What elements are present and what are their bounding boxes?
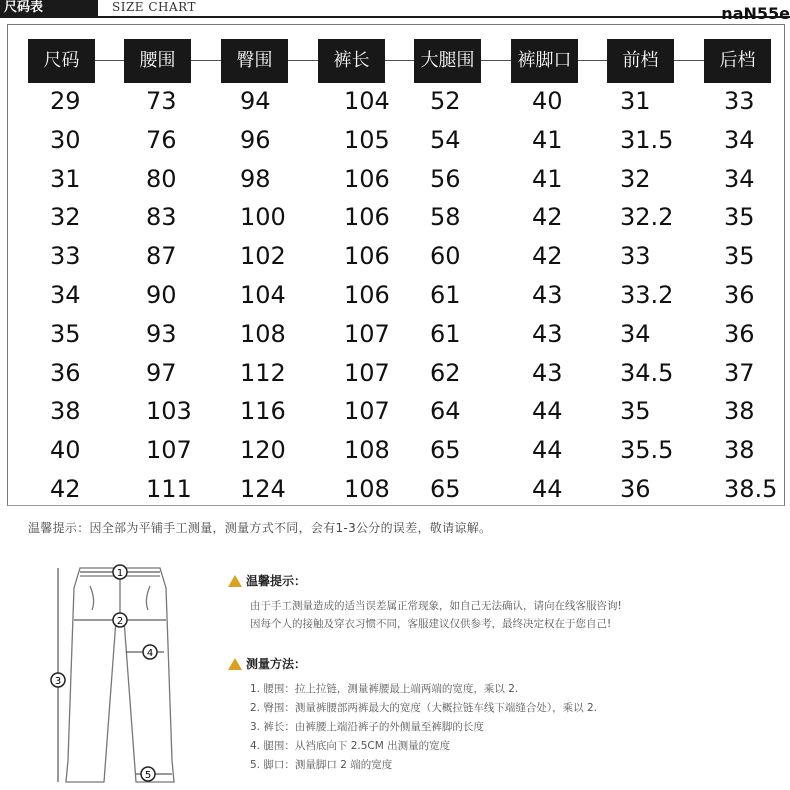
table-cell: 73 (146, 87, 177, 115)
column-header-waist: 腰围 (124, 39, 191, 83)
table-cell: 80 (146, 164, 177, 193)
table-cell: 30 (50, 125, 81, 154)
table-cell: 90 (146, 281, 177, 309)
table-cell: 35.5 (620, 436, 674, 465)
table-cell: 52 (430, 87, 461, 115)
table-cell: 36 (50, 358, 81, 387)
watermark-text: naN55e (721, 4, 790, 23)
table-cell: 35 (50, 319, 81, 348)
pants-outline-icon (66, 568, 174, 782)
table-cell: 60 (430, 242, 461, 271)
method-line-3: 3. 裤长：由裤腰上端沿裤子的外侧量至裤脚的长度 (250, 721, 484, 733)
table-cell: 34 (620, 319, 651, 348)
table-cell: 34 (724, 125, 755, 154)
table-cell: 106 (344, 242, 390, 271)
table-cell: 100 (240, 203, 286, 232)
table-cell: 38.5 (724, 475, 778, 503)
table-cell: 107 (344, 397, 390, 426)
method-line-5: 5. 脚口：测量脚口 2 端的宽度 (250, 759, 393, 771)
table-cell: 32 (620, 164, 651, 193)
table-cell: 56 (430, 164, 461, 193)
table-cell: 42 (532, 242, 563, 271)
table-cell: 32 (50, 203, 81, 232)
diagram-label-5 (141, 767, 155, 781)
measurement-tip: 温馨提示：因全部为平铺手工测量，测量方式不同，会有1-3公分的误差，敬请谅解。 (28, 521, 492, 535)
table-cell: 42 (532, 203, 563, 232)
method-line-2: 2. 臀围：测量裤腰部两裤最大的宽度（大概拉链车线下端缝合处），乘以 2. (250, 702, 597, 714)
size-chart-tab: 尺码表 (0, 0, 98, 18)
table-cell: 104 (240, 281, 286, 309)
table-cell: 31.5 (620, 125, 674, 154)
table-cell: 34 (724, 164, 755, 193)
diagram-label-1 (113, 565, 127, 579)
table-cell: 37 (724, 358, 755, 387)
diagram-label-5-text: 5 (144, 770, 152, 781)
table-cell: 120 (240, 436, 286, 465)
table-cell: 41 (532, 164, 563, 193)
column-header-back-rise: 后档 (704, 39, 771, 83)
table-cell: 33 (50, 242, 81, 271)
table-cell: 107 (146, 436, 192, 465)
measurement-notes (228, 572, 788, 775)
column-header-thigh: 大腿围 (414, 39, 481, 83)
table-cell: 43 (532, 319, 563, 348)
table-cell: 33 (724, 87, 755, 115)
column-header-hem: 裤脚口 (511, 39, 578, 83)
table-cell: 65 (430, 436, 461, 465)
table-cell: 105 (344, 125, 390, 154)
table-cell: 36 (620, 475, 651, 503)
table-cell: 40 (50, 436, 81, 465)
table-cell: 106 (344, 203, 390, 232)
pants-measurement-diagram (40, 560, 200, 790)
table-cell: 93 (146, 319, 177, 348)
method-line-1: 1. 腰围：拉上拉链，测量裤腰最上端两端的宽度，乘以 2. (250, 683, 519, 695)
title-underline (98, 16, 790, 18)
diagram-label-4 (143, 645, 157, 659)
table-cell: 36 (724, 319, 755, 348)
table-cell: 33 (620, 242, 651, 271)
column-header-hip: 臀围 (221, 39, 288, 83)
warning-icon (228, 575, 242, 587)
diagram-label-3 (51, 673, 65, 687)
size-chart-subtitle: SIZE CHART (112, 0, 197, 14)
table-cell: 34.5 (620, 358, 674, 387)
warm-tip-line-1: 由于手工测量造成的适当误差属正常现象，如自己无法确认，请向在线客服咨询! (250, 600, 622, 612)
diagram-label-4-text: 4 (146, 648, 154, 659)
table-cell: 35 (724, 203, 755, 232)
table-cell: 108 (344, 475, 390, 503)
table-cell: 111 (146, 475, 192, 503)
table-cell: 38 (50, 397, 81, 426)
warm-tip-heading (228, 572, 788, 589)
table-cell: 103 (146, 397, 192, 426)
size-table-frame (7, 24, 785, 506)
table-cell: 44 (532, 436, 563, 465)
diagram-label-2-text: 2 (116, 616, 124, 627)
method-title: 测量方法： (246, 657, 307, 671)
table-cell: 32.2 (620, 203, 674, 232)
warm-tip-title: 温馨提示： (246, 574, 307, 588)
table-cell: 31 (50, 164, 81, 193)
table-cell: 112 (240, 358, 286, 387)
method-line-4: 4. 腿围：从裆底向下 2.5CM 出测量的宽度 (250, 740, 451, 752)
table-cell: 29 (50, 87, 81, 115)
table-cell: 44 (532, 475, 563, 503)
table-cell: 61 (430, 319, 461, 348)
diagram-label-2 (113, 613, 127, 627)
column-header-front-rise: 前档 (607, 39, 674, 83)
table-cell: 38 (724, 436, 755, 465)
table-cell: 61 (430, 281, 461, 309)
table-cell: 38 (724, 397, 755, 426)
table-cell: 107 (344, 319, 390, 348)
table-cell: 94 (240, 87, 271, 115)
column-header-length: 裤长 (318, 39, 385, 83)
table-cell: 41 (532, 125, 563, 154)
diagram-label-3-text: 3 (54, 676, 62, 687)
table-cell: 35 (620, 397, 651, 426)
table-cell: 31 (620, 87, 651, 115)
table-cell: 97 (146, 358, 177, 387)
table-cell: 54 (430, 125, 461, 154)
table-cell: 108 (240, 319, 286, 348)
table-cell: 98 (240, 164, 271, 193)
table-cell: 106 (344, 281, 390, 309)
table-cell: 116 (240, 397, 286, 426)
table-cell: 96 (240, 125, 271, 154)
table-cell: 34 (50, 281, 81, 309)
method-heading (228, 655, 788, 672)
table-cell: 76 (146, 125, 177, 154)
diagram-label-1-text: 1 (116, 568, 124, 579)
table-cell: 42 (50, 475, 81, 503)
table-cell: 65 (430, 475, 461, 503)
table-cell: 43 (532, 358, 563, 387)
table-cell: 107 (344, 358, 390, 387)
table-cell: 33.2 (620, 281, 674, 309)
table-cell: 40 (532, 87, 563, 115)
table-cell: 102 (240, 242, 286, 271)
table-cell: 104 (344, 87, 390, 115)
table-cell: 36 (724, 281, 755, 309)
table-cell: 35 (724, 242, 755, 271)
table-cell: 43 (532, 281, 563, 309)
table-cell: 62 (430, 358, 461, 387)
table-cell: 87 (146, 242, 177, 271)
table-cell: 83 (146, 203, 177, 232)
table-cell: 108 (344, 436, 390, 465)
table-cell: 64 (430, 397, 461, 426)
column-header-size: 尺码 (28, 39, 95, 83)
table-cell: 44 (532, 397, 563, 426)
table-cell: 106 (344, 164, 390, 193)
table-cell: 124 (240, 475, 286, 503)
warm-tip-line-2: 因每个人的接触及穿衣习惯不同，客服建议仅供参考，最终决定权在于您自己! (250, 618, 612, 630)
table-cell: 58 (430, 203, 461, 232)
warning-icon (228, 658, 242, 670)
